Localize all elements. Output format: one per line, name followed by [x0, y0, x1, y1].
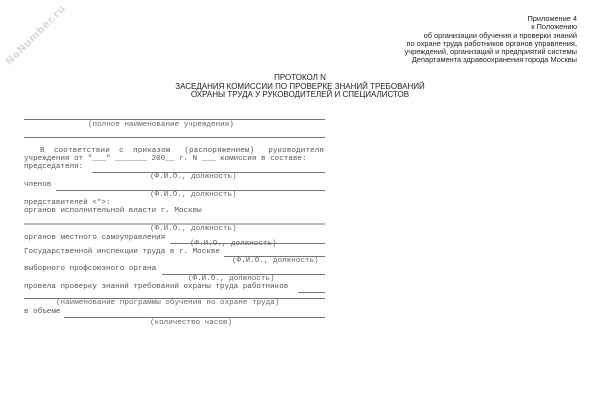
check-line[interactable] [298, 292, 325, 293]
volume-line[interactable] [64, 317, 325, 318]
reps-label: представителей <*>: [24, 199, 111, 207]
header-line: к Положению [531, 22, 577, 32]
document-title [0, 74, 600, 100]
caption: (Ф.И.О., должность) [150, 191, 237, 199]
header-line: об организации обучения и проверки знаний [423, 30, 577, 40]
caption: (Ф.И.О., должность) [150, 225, 237, 233]
watermark: NoNumber.ru [3, 3, 69, 68]
title-line: ЗАСЕДАНИЯ КОМИССИИ ПО ПРОВЕРКЕ ЗНАНИЙ ТРЕБОВАНИЙ [175, 81, 425, 91]
caption: (количество часов) [150, 319, 233, 327]
check-label: провела проверку знаний требований охраны труда работников [24, 283, 289, 291]
union-label: выборного профсоюзного органа [24, 265, 157, 273]
caption: (Ф.И.О., должность) [232, 257, 319, 265]
local-label: органов местного самоуправления [24, 234, 166, 242]
caption: (Ф.И.О., должность) [150, 173, 237, 181]
members-label: членов [24, 181, 52, 189]
caption: (полное наименование учреждения) [88, 121, 234, 129]
chair-label: председателя: [24, 163, 84, 171]
header-line: Приложение 4 [527, 14, 577, 23]
caption: (наименование программы обучения по охране труда) [56, 299, 280, 307]
header-line: учреждений, организаций и предприятий системы [404, 47, 577, 57]
exec-label: органов исполнительной власти г. Москвы [24, 207, 202, 215]
paragraph-line: В соответствии с приказом (распоряжением) руководителя [40, 147, 325, 155]
volume-label: в объеме [24, 308, 61, 316]
title-line: ПРОТОКОЛ N [274, 73, 326, 82]
header-line: Департамента здравоохранения города Москвы [411, 55, 577, 65]
caption: (Ф.И.О., должность) [188, 275, 275, 283]
header-line: по охране труда работников органов управления, [406, 38, 577, 48]
blank-line[interactable] [24, 137, 325, 138]
title-line: ОХРАНЫ ТРУДА У РУКОВОДИТЕЛЕЙ И СПЕЦИАЛИСТОВ [190, 90, 410, 100]
caption: (Ф.И.О., должность) [190, 240, 277, 248]
appendix-header [405, 15, 577, 65]
paragraph-line: учреждения от "___" _______ 200__ г. N ___ комиссия в составе: [24, 155, 307, 163]
inspect-label: Государственной инспекции труда в г. Москве [24, 248, 220, 256]
institution-line[interactable] [24, 119, 325, 120]
